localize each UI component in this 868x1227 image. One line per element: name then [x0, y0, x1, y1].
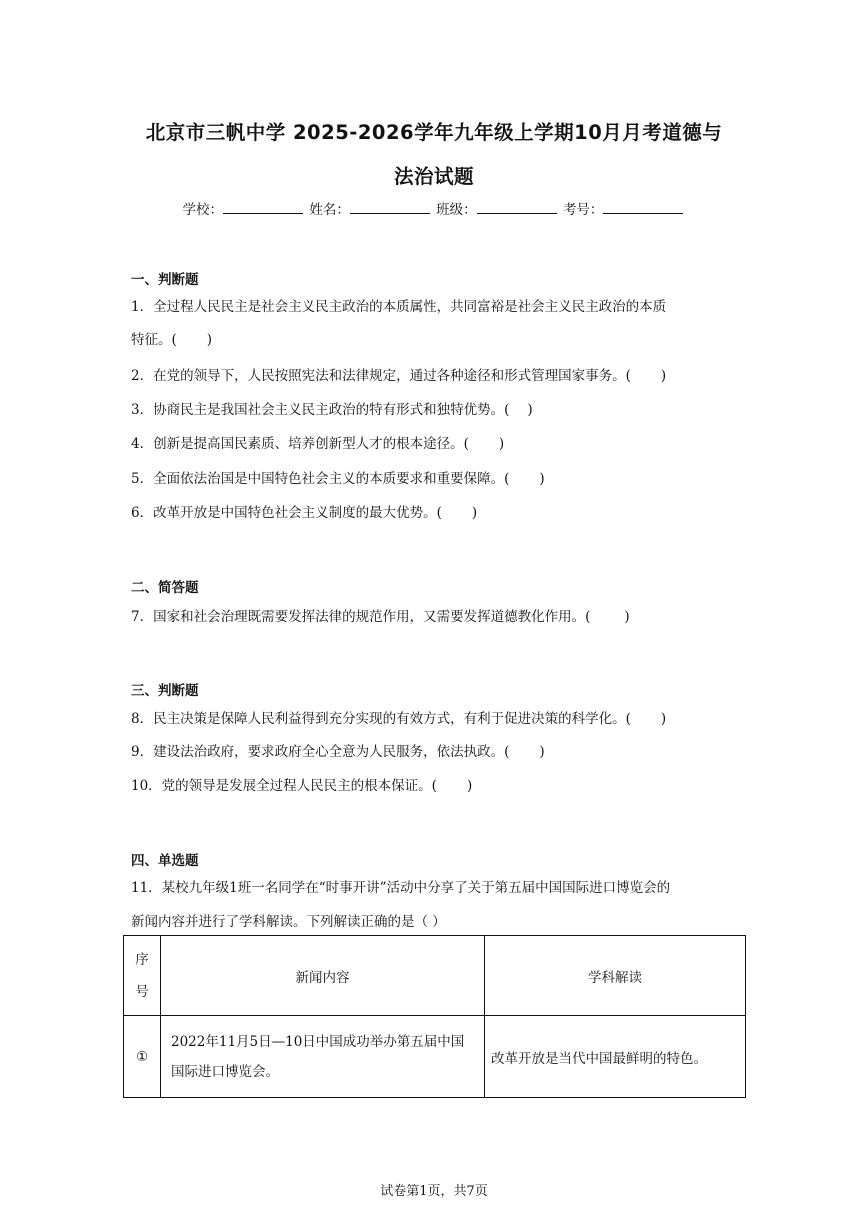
name-blank[interactable] — [350, 201, 430, 214]
question-9: 9．建设法治政府，要求政府全心全意为人民服务，依法执政。( ) — [131, 744, 545, 760]
question-1-line1: 1．全过程人民民主是社会主义民主政治的本质属性，共同富裕是社会主义民主政治的本质 — [131, 299, 667, 315]
table-row — [124, 1016, 746, 1098]
question-2: 2．在党的领导下，人民按照宪法和法律规定，通过各种途径和形式管理国家事务。( ) — [131, 368, 667, 384]
row-news: 2022年11月5日—10日中国成功举办第五届中国国际进口博览会。 — [161, 1016, 485, 1098]
question-11-line1: 11．某校九年级1班一名同学在“时事开讲”活动中分享了关于第五届中国国际进口博览会的 — [131, 880, 671, 896]
question-8: 8．民主决策是保障人民利益得到充分实现的有效方式，有利于促进决策的科学化。( ) — [131, 711, 667, 727]
exam-title-line1: 北京市三帆中学 2025-2026学年九年级上学期10月月考道德与 — [145, 121, 723, 144]
number-label: 考号： — [562, 202, 604, 218]
section-heading-1: 一、判断题 — [131, 272, 199, 288]
exam-title-line2: 法治试题 — [393, 165, 474, 188]
class-blank[interactable] — [477, 201, 557, 214]
question-4: 4．创新是提高国民素质、培养创新型人才的根本途径。( ) — [131, 436, 505, 452]
question-6: 6．改革开放是中国特色社会主义制度的最大优势。( ) — [131, 505, 478, 521]
question-11-line2: 新闻内容并进行了学科解读。下列解读正确的是（ ） — [131, 914, 446, 930]
section-heading-4: 四、单选题 — [131, 853, 199, 869]
question-3: 3．协商民主是我国社会主义民主政治的特有形式和独特优势。( ) — [131, 402, 533, 418]
school-label: 学校： — [182, 202, 224, 218]
student-info-line — [0, 198, 868, 218]
school-blank[interactable] — [223, 201, 303, 214]
row-index: ① — [124, 1016, 161, 1098]
question-10: 10．党的领导是发展全过程人民民主的根本保证。( ) — [131, 778, 473, 794]
class-label: 班级： — [436, 202, 477, 218]
question-7: 7．国家和社会治理既需要发挥法律的规范作用，又需要发挥道德教化作用。( ) — [131, 609, 630, 625]
news-table — [123, 935, 746, 1098]
number-blank[interactable] — [603, 201, 683, 214]
question-1-line2: 特征。( ) — [131, 332, 213, 348]
question-5: 5．全面依法治国是中国特色社会主义的本质要求和重要保障。( ) — [131, 471, 545, 487]
page-footer: 试卷第1页，共7页 — [380, 1184, 488, 1199]
header-index: 序号 — [124, 936, 161, 1016]
section-heading-2: 二、简答题 — [131, 580, 199, 596]
header-news: 新闻内容 — [161, 936, 485, 1016]
header-analysis: 学科解读 — [485, 936, 746, 1016]
section-heading-3: 三、判断题 — [131, 683, 199, 699]
table-header-row — [124, 936, 746, 1016]
name-label: 姓名： — [309, 202, 350, 218]
row-analysis: 改革开放是当代中国最鲜明的特色。 — [485, 1016, 746, 1098]
